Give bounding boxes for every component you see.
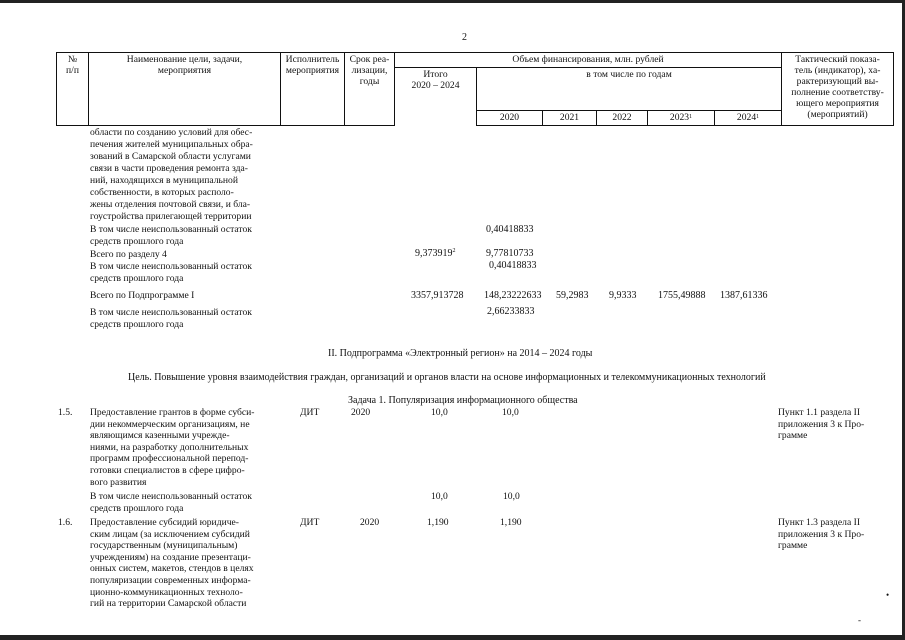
- unused-label-a: В том числе неиспользованный остаток: [90, 491, 252, 502]
- header-name: Наименование цели, задачи, мероприятия: [89, 53, 281, 126]
- scan-edge-bottom: [0, 635, 905, 640]
- header-year-2020: 2020: [477, 111, 543, 126]
- unused-2020-value: 0,40418833: [489, 260, 537, 271]
- header-year-2023: 2023$^1$: [648, 111, 715, 126]
- cont-line-4: связи в части проведения ремонта зда-: [90, 163, 248, 174]
- row-total: 1,190: [427, 517, 449, 528]
- section4-2020-value: 9,77810733: [486, 248, 534, 259]
- scan-speck: •: [886, 590, 890, 600]
- unused-2020-value: 10,0: [503, 491, 520, 502]
- subprogram1-2024-value: 1387,61336: [720, 290, 768, 301]
- header-year-2021: 2021: [543, 111, 597, 126]
- scan-edge-top: [0, 0, 905, 3]
- section4-total-label: Всего по разделу 4: [90, 249, 167, 260]
- table-header: [56, 52, 894, 126]
- row-indicator: Пункт 1.3 раздела II приложения 3 к Про- грамме: [778, 517, 865, 552]
- header-year-2024: 2024$^1$: [715, 111, 782, 126]
- header-executor: Исполнитель мероприятия: [281, 53, 345, 126]
- scan-speck: -: [858, 615, 861, 625]
- row-total: 10,0: [431, 407, 448, 418]
- section4-total-value: 9,373919$^2$: [415, 248, 456, 259]
- cont-line-7: жены отделения почтовой связи, и бла-: [90, 199, 251, 210]
- unused-label-a: В том числе неиспользованный остаток: [90, 224, 252, 235]
- row-term: 2020: [360, 517, 380, 528]
- unused-2020-value: 0,40418833: [486, 224, 534, 235]
- unused-total-value: 10,0: [431, 491, 448, 502]
- cont-line-5: ний, находящихся в муниципальной: [90, 175, 238, 186]
- subprogram1-2020-value: 148,23222633: [484, 290, 542, 301]
- unused-label-a: В том числе неиспользованный остаток: [90, 261, 252, 272]
- subprogram1-2022-value: 9,9333: [609, 290, 637, 301]
- cont-line-1: области по созданию условий для обес-: [90, 127, 253, 138]
- cont-line-6: собственности, в которых располо-: [90, 187, 234, 198]
- row-term: 2020: [351, 407, 371, 418]
- unused-2020-value: 2,66233833: [487, 306, 535, 317]
- cont-line-3: зований в Самарской области услугами: [90, 151, 251, 162]
- row-number: 1.5.: [58, 407, 73, 418]
- subprogram1-total-value: 3357,913728: [411, 290, 464, 301]
- header-funding: Объем финансирования, млн. рублей: [395, 53, 782, 68]
- row-description: Предоставление грантов в форме субси- дии некоммерческим организациям, не являющимся казенными учрежде- ниями, на разработку дополнительных программ профессиональной перепод- готовки специалистов в сфере цифро- вого развития: [90, 407, 255, 488]
- row-2020: 1,190: [500, 517, 522, 528]
- cont-line-8: гоустройства прилегающей территории: [90, 211, 252, 222]
- goal-text: Цель. Повышение уровня взаимодействия граждан, организаций и органов власти на основе информационных и телекоммуникационных технологий: [128, 372, 766, 383]
- unused-label-b: средств прошлого года: [90, 503, 184, 514]
- row-number: 1.6.: [58, 517, 73, 528]
- header-year-2022: 2022: [597, 111, 648, 126]
- header-by-years: в том числе по годам: [477, 67, 782, 110]
- subprogram1-2021-value: 59,2983: [556, 290, 589, 301]
- subprogram2-title: II. Подпрограмма «Электронный регион» на 2014 – 2024 годы: [328, 348, 593, 359]
- unused-label-b: средств прошлого года: [90, 273, 184, 284]
- row-indicator: Пункт 1.1 раздела II приложения 3 к Про- грамме: [778, 407, 865, 442]
- row-2020: 10,0: [502, 407, 519, 418]
- page-number: 2: [462, 32, 467, 43]
- header-total: Итого 2020 – 2024: [395, 67, 477, 125]
- subprogram1-total-label: Всего по Подпрограмме I: [90, 290, 195, 301]
- header-number: № п/п: [57, 53, 89, 126]
- cont-line-2: печения жителей муниципальных обра-: [90, 139, 253, 150]
- row-description: Предоставление субсидий юридиче- ским лицам (за исключением субсидий государственным (муниципальным) учреждениям) на создание презентаци- онных систем, макетов, стендов в целях популяризации современных информа- ционно-коммуникационных техноло- гий на территории Самарской области: [90, 517, 254, 610]
- unused-label-b: средств прошлого года: [90, 319, 184, 330]
- unused-label-b: средств прошлого года: [90, 236, 184, 247]
- header-indicator: Тактический показа- тель (индикатор), ха- рактеризующий вы- полнение соответству- ющего мероприятия (мероприятий): [782, 53, 894, 126]
- unused-label-a: В том числе неиспользованный остаток: [90, 307, 252, 318]
- header-term: Срок реа- лизации, годы: [345, 53, 395, 126]
- row-executor: ДИТ: [300, 517, 320, 528]
- subprogram1-2023-value: 1755,49888: [658, 290, 706, 301]
- task-title: Задача 1. Популяризация информационного общества: [348, 395, 578, 406]
- row-executor: ДИТ: [300, 407, 320, 418]
